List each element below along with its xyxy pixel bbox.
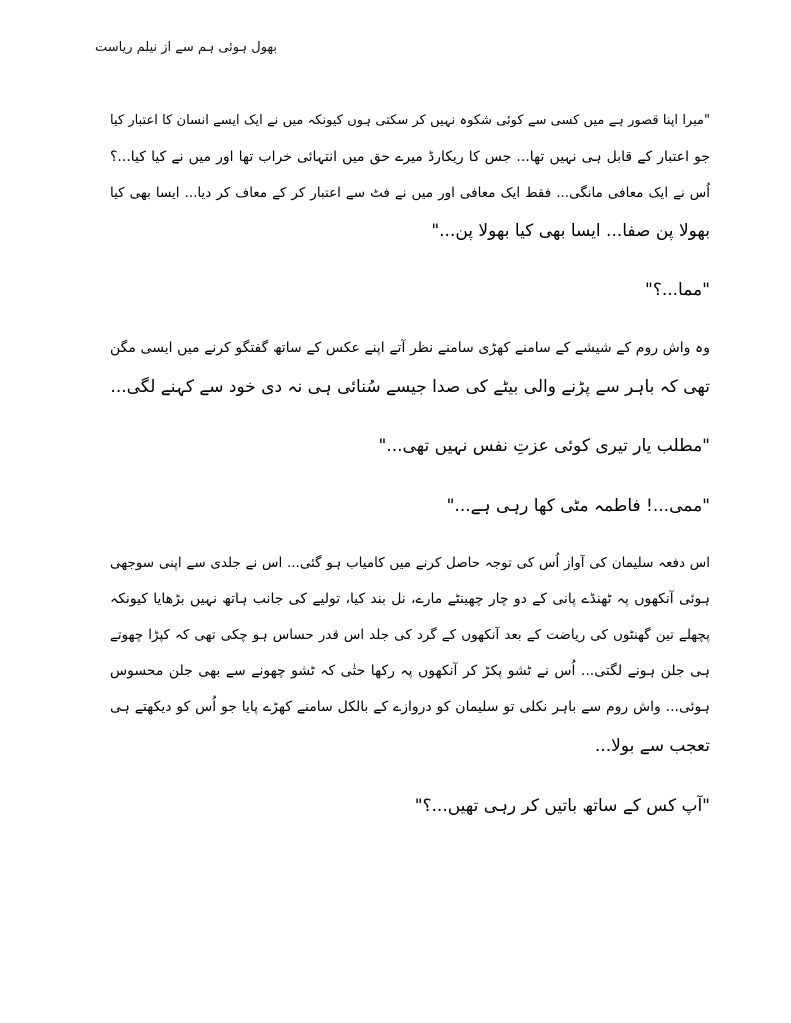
text-line: "مطلب یار تیری کوئی عزتِ نفس نہیں تھی..." bbox=[378, 436, 710, 456]
text-line: تھی کہ باہر سے پڑنے والی بیٹے کی صدا جیسے سُنائی ہی نہ دی خود سے کہنے لگی... bbox=[110, 377, 710, 397]
text-line: اس دفعہ سلیمان کی آواز اُس کی توجہ حاصل کرنے میں کامیاب ہو گئی... اس نے جلدی سے اپنی سوجھی bbox=[110, 555, 710, 571]
text-line: ہوئی... واش روم سے باہر نکلی تو سلیمان کو دروازے کے بالکل سامنے کھڑے پایا جو اُس کو دیکھتے ہی bbox=[110, 699, 710, 715]
text-line: بھولا پن صفا... ایسا بھی کیا بھولا پن..." bbox=[431, 221, 710, 241]
text-line: "میرا اپنا قصور ہے میں کسی سے کوئی شکوہ نہیں کر سکتی ہوں کیونکہ میں نے ایک ایسے انسان کا اعتبار کیا bbox=[110, 113, 710, 128]
text-line: تعجب سے بولا... bbox=[594, 736, 710, 756]
text-line: ہی جلن ہونے لگتی... اُس نے ٹشو پکڑ کر آنکھوں پہ رکھا حتٰی کہ ٹشو چھونے سے بھی جلن محسوس bbox=[110, 663, 710, 679]
text-line: ہوئی آنکھوں پہ ٹھنڈے پانی کے دو چار چھینٹے مارے، نل بند کیا، تولیے کی جانب ہاتھ نہیں بڑھایا کیونکہ bbox=[110, 591, 710, 607]
text-line: "آپ کس کے ساتھ باتیں کر رہی تھیں...؟" bbox=[414, 796, 710, 816]
text-line: اُس نے ایک معافی مانگی... فقط ایک معافی اور میں نے فٹ سے اعتبار کر کے معاف کر دیا... ایسا بھی کیا bbox=[110, 185, 710, 201]
text-line: "ممی...! فاطمہ مٹی کھا رہی ہے..." bbox=[446, 496, 710, 516]
text-line: "مما...؟" bbox=[645, 280, 710, 300]
text-line: جو اعتبار کے قابل ہی نہیں تھا... جس کا ریکارڈ میرے حق میں انتہائی خراب تھا اور میں نے کیا کیا...؟ bbox=[110, 149, 710, 165]
running-header: بھول ہوئی ہم سے از نیلم ریاست bbox=[95, 40, 278, 55]
text-line: پچھلے تین گھنٹوں کی ریاضت کے بعد آنکھوں کے گرد کی جلد اس قدر حساس ہو چکی تھی کہ کپڑا چھوتے bbox=[110, 627, 710, 643]
text-line: وہ واش روم کے شیشے کے سامنے کھڑی سامنے نظر آتے اپنے عکس کے ساتھ گفتگو کرنے میں ایسی مگن bbox=[110, 340, 710, 356]
